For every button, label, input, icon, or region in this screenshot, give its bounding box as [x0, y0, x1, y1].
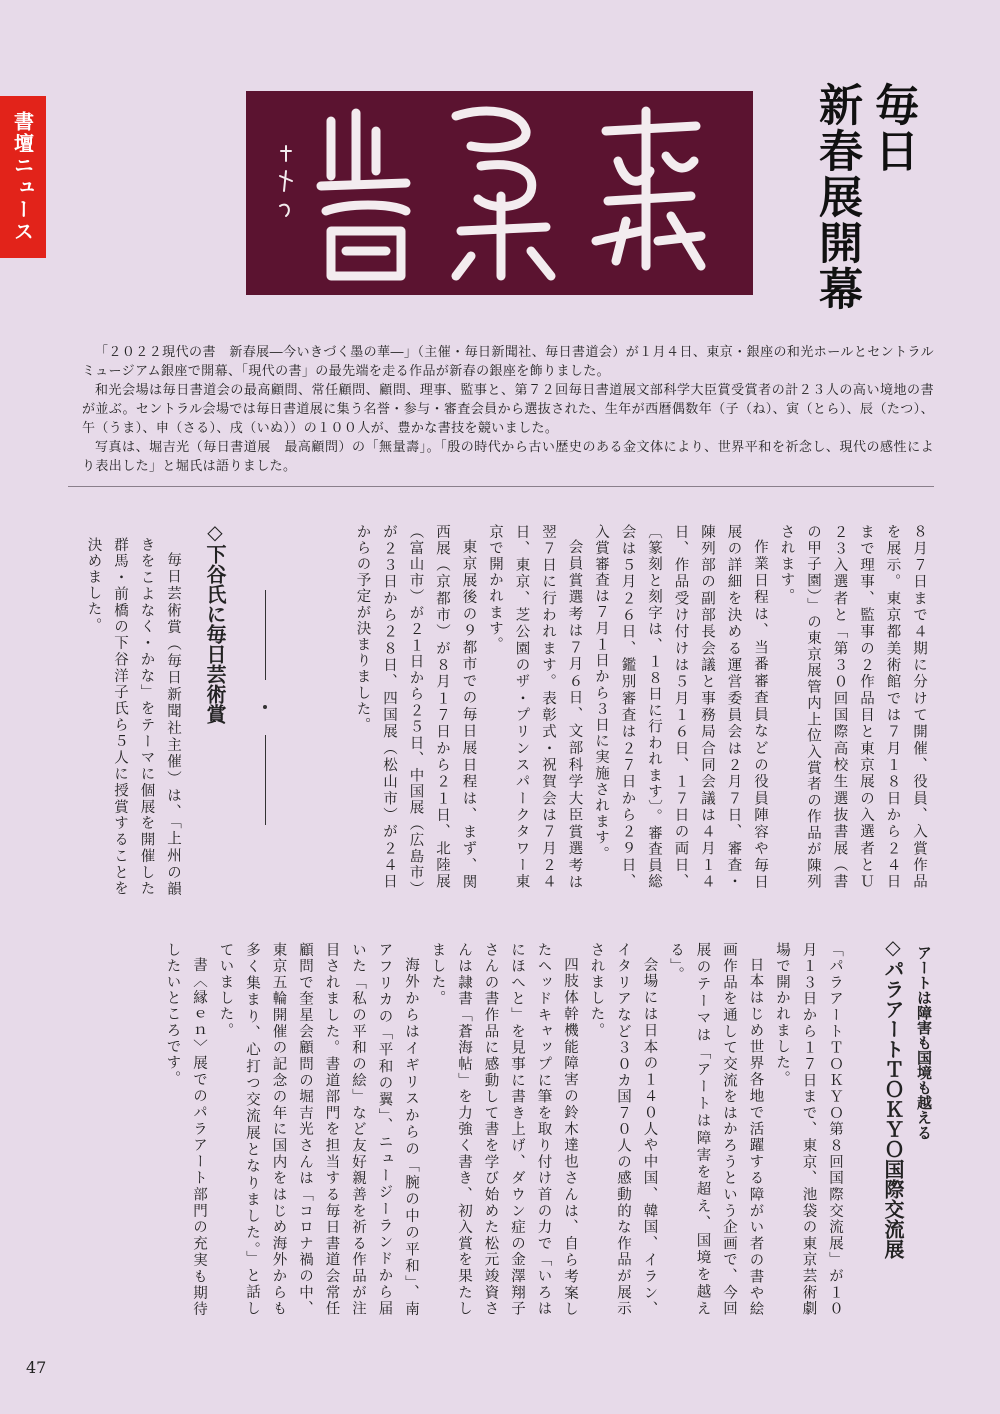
headline [808, 82, 920, 332]
column-divider-bottom [265, 735, 266, 825]
article-paragraph: ８月７日まで４期に分けて開催、役員、入賞作品を展示。東京都美術館では７月１８日から２４日まで理事、監事の２作品目と東京展の入選者とＵ２３入選者と「第３０回国際高校生選抜書展（書の甲子園）」の東京展管内上位入賞者の作品が陳列されます。 [778, 524, 927, 890]
article-paragraph: 「パラアートＴＯＫＹＯ第８回国際交流展」が１０月１３日から１７日まで、東京、池袋の東京芸術劇場で開かれました。 [774, 942, 843, 1317]
calligraphy-artwork [246, 91, 753, 295]
headline-line-2: 新春展開幕 [811, 82, 862, 312]
article-paragraph: 書〈縁ｅｎ〉展でのパラアート部門の充実も期待したいところです。 [164, 942, 207, 1317]
article-paragraph: 会員賞選考は７月６日、文部科学大臣賞選考は翌７日に行われます。表彰式・祝賀会は７月２４日、東京、芝公園のザ・プリンスパークタワー東京で開かれます。 [487, 524, 583, 890]
column-divider-top [265, 590, 266, 680]
article-paragraph: 四肢体幹機能障害の鈴木達也さんは、自ら考案したヘッドキャップに筆を取り付け首の力で「いろはにほへと」を見事に書き上げ、ダウン症の金澤翔子さんの書作品に感動して書を学び始めた松元竣資さんは隷書「蒼海帖」を力強く書き、初入賞を果たしました。 [429, 942, 578, 1317]
page-number: 47 [26, 1358, 47, 1377]
section-divider [68, 486, 934, 487]
article-paragraph: 会場には日本の１４０人や中国、韓国、イラン、イタリアなど３０カ国７０人の感動的な作品が展示されました。 [588, 942, 658, 1317]
article-paragraph: 海外からはイギリスからの「腕の中の平和」、南アフリカの「平和の翼」、ニュージーランドから届いた「私の平和の絵」など友好親善を祈る作品が注目されました。書道部門を担当する毎日書道会常任顧問で奎星会顧問の堀吉光さんは「コロナ禍の中、東京五輪開催の記念の年に国内をはじめ海外からも多く集まり、心打つ交流展となりました。」と話していました。 [217, 942, 419, 1317]
mainichi-exhibition-article [284, 524, 932, 890]
lead-paragraphs [82, 343, 934, 476]
para-art-article-body [78, 942, 848, 1317]
calligraphy-image [246, 91, 753, 295]
headline-line-1: 毎日 [867, 82, 918, 174]
article-paragraph: 作業日程は、当番審査員などの役員陣容や毎日展の詳細を決める運営委員会は２月７日、審査・陳列部の副部長会議と事務局合同会議は４月１４日、作品受け付けは５月１６日、１７日の両日、〔篆刻と刻字は、１８日に行われます〕。審査員総会は５月２６日、鑑別審査は２７日から２９日、入賞審査は７月１日から３日に実施されます。 [593, 524, 768, 890]
section-tab: 書壇ニュース [0, 96, 46, 258]
article-paragraph: 東京展後の９都市での毎日展日程は、まず、関西展（京都市）が８月１７日から２１日、北陸展（富山市）が２１日から２５日、中国展（広島市）が２３日から２８日、四国展（松山市）が２４日からの予定が決まりました。 [354, 524, 477, 890]
award-article-body [78, 537, 186, 897]
award-article-text: 毎日芸術賞（毎日新聞社主催）は、「上州の韻きをこよなく・かな」をテーマに個展を開催した群馬・前橋の下谷洋子氏ら５人に授賞することを決めました。 [85, 537, 181, 897]
article-paragraph: 日本はじめ世界各地で活躍する障がい者の書や絵画作品を通して交流をはかろうという企画で、今回展のテーマは「アートは障害を超え、国境を越える」。 [668, 942, 764, 1317]
award-article-title: ◇下谷氏に毎日芸術賞 [203, 520, 227, 724]
para-art-title: ◇パラアートＴＯＫＹＯ国際交流展 [881, 935, 905, 1259]
lead-paragraph: 写真は、堀吉光（毎日書道展 最高顧問）の「無量壽」。「殷の時代から古い歴史のある金文体により、世界平和を祈念し、現代の感性により表出した」と堀氏は語りました。 [82, 440, 934, 474]
lead-paragraph: 「２０２２現代の書 新春展―今いきづく墨の華―」（主催・毎日新聞社、毎日書道会）が１月４日、東京・銀座の和光ホールとセントラルミュージアム銀座で開幕、「現代の書」の最先端を走る作品が新春の銀座を飾りました。 [82, 345, 934, 379]
column-divider-dot [263, 705, 267, 709]
lead-paragraph: 和光会場は毎日書道会の最高顧問、常任顧問、顧問、理事、監事と、第７２回毎日書道展文部科学大臣賞受賞者の計２３人の高い境地の書が並ぶ。セントラル会場では毎日書道展に集う名誉・参与・審査会員から選抜された、生年が西暦偶数年（子（ね）、寅（とら）、辰（たつ）、午（うま）、申（さる）、戌（いぬ））の１００人が、豊かな書技を競いました。 [82, 383, 934, 436]
para-art-kicker: アートは障害も国境も越える [915, 945, 933, 1140]
